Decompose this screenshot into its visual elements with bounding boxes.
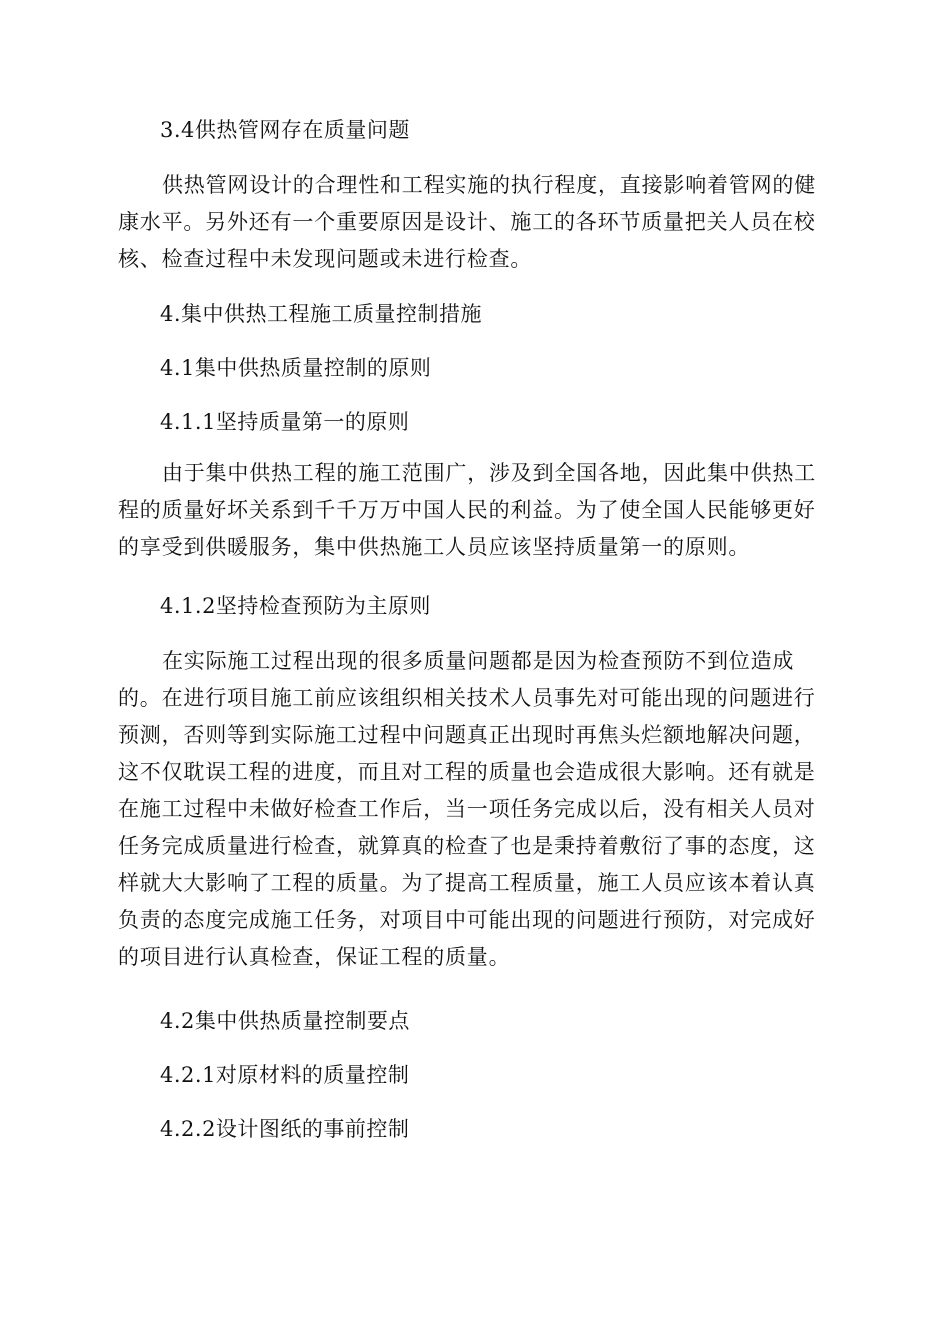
paragraph-line: 负责的态度完成施工任务，对项目中可能出现的问题进行预防，对完成好	[118, 908, 816, 932]
paragraph-line: 的项目进行认真检查，保证工程的质量。	[118, 945, 511, 969]
heading-4-2-1: 4.2.1对原材料的质量控制	[160, 1063, 410, 1087]
heading-3-4: 3.4供热管网存在质量问题	[160, 118, 410, 142]
paragraph-quality-first	[118, 455, 834, 566]
paragraph-supply-network	[118, 167, 834, 278]
paragraph-line: 预测，否则等到实际施工过程中问题真正出现时再焦头烂额地解决问题，	[118, 723, 816, 747]
heading-4: 4.集中供热工程施工质量控制措施	[160, 302, 483, 326]
paragraph-line: 程的质量好坏关系到千千万万中国人民的利益。为了使全国人民能够更好	[118, 498, 816, 522]
heading-4-2: 4.2集中供热质量控制要点	[160, 1009, 410, 1033]
paragraph-line: 在施工过程中未做好检查工作后，当一项任务完成以后，没有相关人员对	[118, 797, 816, 821]
heading-4-1: 4.1集中供热质量控制的原则	[160, 356, 432, 380]
heading-4-1-1: 4.1.1坚持质量第一的原则	[160, 410, 410, 434]
paragraph-line: 的享受到供暖服务，集中供热施工人员应该坚持质量第一的原则。	[118, 535, 751, 559]
paragraph-inspection-prevention	[118, 643, 834, 976]
paragraph-line: 在实际施工过程出现的很多质量问题都是因为检查预防不到位造成	[162, 649, 795, 673]
heading-4-1-2: 4.1.2坚持检查预防为主原则	[160, 594, 431, 618]
heading-4-2-2: 4.2.2设计图纸的事前控制	[160, 1117, 410, 1141]
paragraph-line: 任务完成质量进行检查，就算真的检查了也是秉持着敷衍了事的态度，这	[118, 834, 816, 858]
paragraph-line: 由于集中供热工程的施工范围广，涉及到全国各地，因此集中供热工	[162, 461, 816, 485]
paragraph-line: 康水平。另外还有一个重要原因是设计、施工的各环节质量把关人员在校	[118, 210, 816, 234]
paragraph-line: 的。在进行项目施工前应该组织相关技术人员事先对可能出现的问题进行	[118, 686, 816, 710]
paragraph-line: 样就大大影响了工程的质量。为了提高工程质量，施工人员应该本着认真	[118, 871, 816, 895]
paragraph-line: 供热管网设计的合理性和工程实施的执行程度，直接影响着管网的健	[162, 173, 816, 197]
paragraph-line: 这不仅耽误工程的进度，而且对工程的质量也会造成很大影响。还有就是	[118, 760, 816, 784]
paragraph-line: 核、检查过程中未发现问题或未进行检查。	[118, 247, 533, 271]
